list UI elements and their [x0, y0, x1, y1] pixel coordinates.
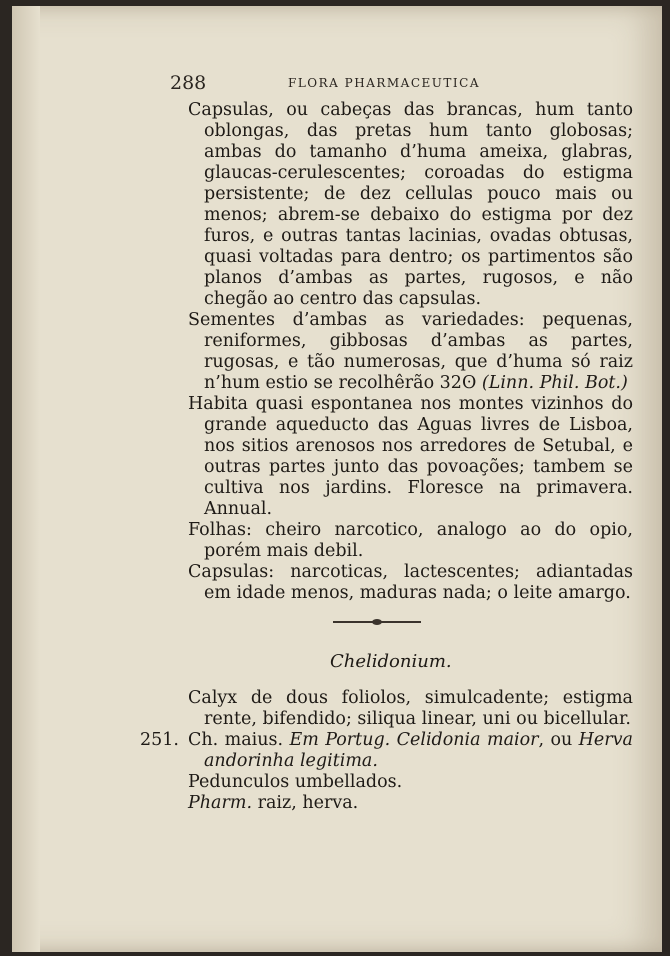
species-peduncles: Pedunculos umbellados.: [188, 772, 403, 792]
folhas-paragraph: Folhas: cheiro narcotico, analogo ao do opio, porém mais debil.: [188, 520, 633, 561]
species-number: 251.: [140, 730, 179, 750]
page-number: 288: [170, 72, 207, 94]
pharm-label: Pharm.: [188, 793, 253, 813]
species-alt-name: Herva andorinha legitima.: [204, 730, 633, 771]
species-em-portug: Em Portug. Celidonia maior: [289, 730, 539, 750]
habita-paragraph: Habita quasi espontanea nos montes vizinhos do grande aqueducto das Aguas livres de Lisboa, nos sitios arenosos nos arredores de Setubal, e outras partes junto das povoações; tambem se cultiva nos jardins. Floresce na primavera. Annual.: [188, 394, 633, 519]
species-pharm: [188, 793, 633, 814]
species-connector: , ou: [538, 730, 573, 750]
section-divider-ornament: [333, 621, 421, 623]
genus-section: [140, 688, 633, 814]
sementes-paragraph: [188, 310, 633, 394]
pharm-value: raiz, herva.: [257, 793, 359, 813]
sementes-text: Sementes d’ambas as variedades: pequenas, reniformes, gibbosas d’ambas as partes, rugosas, e tão numerosas, que d’huma só raiz n’hum estio se recolhêrão 32ʘ: [188, 310, 633, 393]
sementes-citation: (Linn. Phil. Bot.): [481, 373, 628, 393]
running-head: FLORA PHARMACEUTICA: [288, 76, 480, 90]
species-name: Ch. maius.: [188, 730, 284, 750]
capsulas-paragraph: Capsulas, ou cabeças das brancas, hum tanto oblongas, das pretas hum tanto globosas; ambas do tamanho d’huma ameixa, glabras, glaucas-cerulescentes; coroadas do estigma persistente; de dez cellulas pouco mais ou menos; abrem-se debaixo do estigma por dez furos, e outras tantas lacinias, ovadas obtusas, quasi voltadas para dentro; os partimentos são planos d’ambas as partes, rugosos, e não chegão ao centro das capsulas.: [188, 100, 633, 309]
capsulas-properties-paragraph: Capsulas: narcoticas, lactescentes; adiantadas em idade menos, maduras nada; o leite amargo.: [188, 562, 633, 603]
genus-description: Calyx de dous foliolos, simulcadente; estigma rente, bifendido; siliqua linear, uni ou bicellular.: [188, 688, 633, 729]
main-text: [188, 100, 633, 604]
species-entry: [140, 730, 633, 772]
genus-title: Chelidonium.: [330, 651, 452, 672]
page-gutter-shadow: [12, 6, 40, 952]
page-header: [170, 68, 640, 92]
